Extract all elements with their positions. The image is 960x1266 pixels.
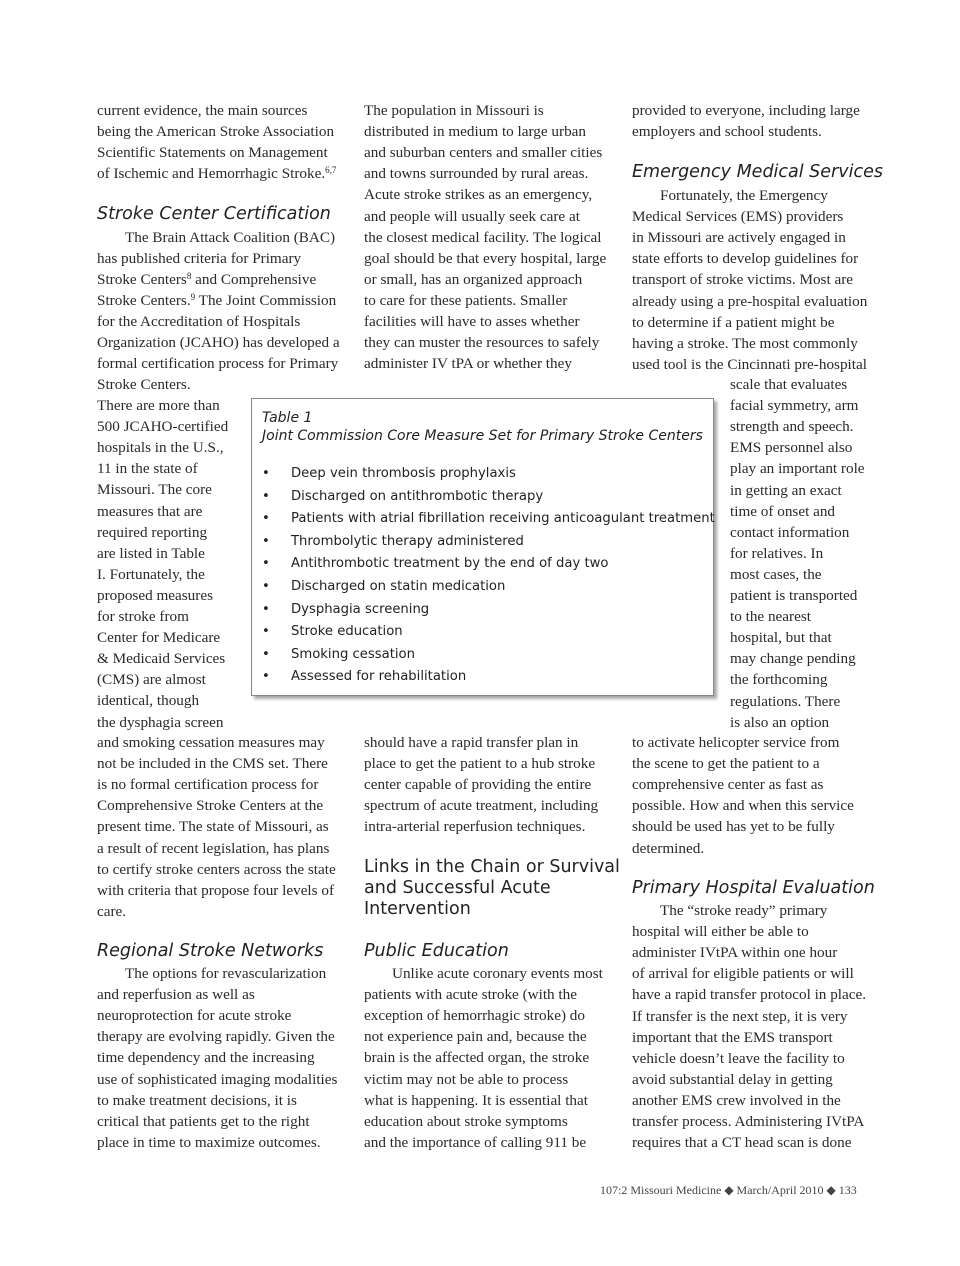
body-line: administer IV tPA or whether they <box>364 355 572 373</box>
body-line: There are more than <box>97 397 220 414</box>
body-line: provided to everyone, including large <box>632 102 860 119</box>
body-line: requires that a CT head scan is done <box>632 1134 852 1152</box>
body-line: hospital, but that <box>730 629 832 647</box>
body-line: administer IVtPA within one hour <box>632 944 838 962</box>
table-item <box>262 578 505 596</box>
body-line: education about stroke symptoms <box>364 1112 568 1130</box>
body-line: Acute stroke strikes as an emergency, <box>364 186 593 204</box>
section-heading-links: Intervention <box>364 899 471 919</box>
body-line: time of onset and <box>730 502 836 520</box>
body-line: goal should be that every hospital, large <box>364 249 607 267</box>
body-line: and smoking cessation measures may <box>97 734 325 751</box>
body-line: they can muster the resources to safely <box>364 334 600 352</box>
table-item <box>262 510 715 528</box>
body-line: The population in Missouri is <box>364 102 544 119</box>
table-item-text: Dysphagia screening <box>291 601 430 617</box>
table-item-text: Deep vein thrombosis prophylaxis <box>291 466 516 481</box>
body-line: in Missouri are actively engaged in <box>632 229 846 247</box>
body-line: The “stroke ready” primary <box>660 902 828 919</box>
body-line: most cases, the <box>730 565 822 583</box>
body-line: is no formal certification process for <box>97 776 319 794</box>
body-line: spectrum of acute treatment, including <box>364 797 599 815</box>
body-line: of arrival for eligible patients or will <box>632 965 854 983</box>
body-line: patient is transported <box>730 587 858 604</box>
citation-superscript: 9 <box>190 292 196 302</box>
body-line: for relatives. In <box>730 544 824 562</box>
table-item-text: Discharged on antithrombotic therapy <box>291 488 544 504</box>
body-line: & Medicaid Services <box>97 650 226 668</box>
body-line: play an important role <box>730 460 865 478</box>
table-title: Joint Commission Core Measure Set for Primary Stroke Centers <box>262 428 703 444</box>
section-heading-links: Links in the Chain or Survival <box>364 857 620 877</box>
body-line: brain is the affected organ, the stroke <box>364 1049 590 1067</box>
body-line: Stroke Centers$^8$ and Comprehensive <box>97 271 317 288</box>
table-label: Table 1 <box>262 410 313 426</box>
table-item-text: Thrombolytic therapy administered <box>291 533 524 549</box>
body-line: may change pending <box>730 650 856 668</box>
body-line: to activate helicopter service from <box>632 734 840 751</box>
body-line: for the Accreditation of Hospitals <box>97 313 301 330</box>
body-line: Scientific Statements on Management <box>97 144 328 161</box>
body-line: important that the EMS transport <box>632 1028 833 1046</box>
body-line: Organization (JCAHO) has developed a <box>97 334 340 351</box>
bullet-icon: • <box>262 488 270 504</box>
table-item <box>262 555 608 573</box>
body-line: and towns surrounded by rural areas. <box>364 165 589 183</box>
body-line: identical, though <box>97 692 200 710</box>
body-line: to the nearest <box>730 608 811 626</box>
body-line: are listed in Table <box>97 544 205 562</box>
body-line: Medical Services (EMS) providers <box>632 208 844 226</box>
body-line: to make treatment decisions, it is <box>97 1091 297 1109</box>
table-item <box>262 533 524 551</box>
body-line: the scene to get the patient to a <box>632 755 820 773</box>
body-line: a result of recent legislation, has plans <box>97 839 330 857</box>
body-line: intra-arterial reperfusion techniques. <box>364 818 586 836</box>
section-heading-links: and Successful Acute <box>364 878 551 898</box>
body-line: distributed in medium to large urban <box>364 123 587 141</box>
table-1-box <box>251 398 714 696</box>
body-line: critical that patients get to the right <box>97 1112 310 1130</box>
table-item-text: Antithrombotic treatment by the end of day two <box>291 556 609 572</box>
body-line: vehicle doesn’t leave the facility to <box>632 1049 845 1067</box>
body-line: should have a rapid transfer plan in <box>364 734 579 751</box>
table-item <box>262 465 516 483</box>
body-line: determined. <box>632 839 705 857</box>
body-line: center capable of providing the entire <box>364 776 592 794</box>
body-line: victim may not be able to process <box>364 1070 569 1088</box>
body-line: Unlike acute coronary events most <box>392 965 603 982</box>
body-line: has published criteria for Primary <box>97 250 302 267</box>
body-line: should be used has yet to be fully <box>632 818 835 836</box>
bullet-icon: • <box>262 556 270 572</box>
section-heading-regional: Regional Stroke Networks <box>97 941 324 961</box>
body-line: 500 JCAHO-certified <box>97 418 229 436</box>
section-heading-stroke-center: Stroke Center Certification <box>97 204 331 224</box>
body-line: Missouri. The core <box>97 481 212 499</box>
page-footer: 107:2 Missouri Medicine ◆ March/April 2010 ◆ 133 <box>600 1183 857 1197</box>
body-line: is also an option <box>730 713 830 731</box>
body-line: what is happening. It is essential that <box>364 1091 588 1109</box>
body-line: the forthcoming <box>730 671 828 689</box>
body-line: care. <box>97 902 127 920</box>
body-line: Center for Medicare <box>97 629 221 647</box>
body-line: transport of stroke victims. Most are <box>632 271 854 289</box>
body-line: already using a pre-hospital evaluation <box>632 292 868 310</box>
body-line: for stroke from <box>97 608 189 625</box>
body-line: contact information <box>730 523 850 541</box>
body-line: scale that evaluates <box>730 376 848 393</box>
body-line: formal certification process for Primary <box>97 355 339 372</box>
body-line: and reperfusion as well as <box>97 986 255 1004</box>
body-line: The options for revascularization <box>125 965 327 982</box>
body-line: regulations. There <box>730 692 841 710</box>
body-line: use of sophisticated imaging modalities <box>97 1070 338 1088</box>
table-item-text: Discharged on statin medication <box>291 579 506 594</box>
body-line: the closest medical facility. The logical <box>364 228 602 246</box>
table-item <box>262 488 543 506</box>
body-line: used tool is the Cincinnati pre-hospital <box>632 355 867 373</box>
body-line: having a stroke. The most commonly <box>632 334 858 352</box>
body-line: strength and speech. <box>730 418 854 436</box>
bullet-icon: • <box>262 579 270 594</box>
body-line: exception of hemorrhagic stroke) do <box>364 1007 585 1025</box>
body-line: (CMS) are almost <box>97 671 206 689</box>
bullet-icon: • <box>262 669 270 685</box>
body-line: another EMS crew involved in the <box>632 1091 841 1109</box>
body-line: to determine if a patient might be <box>632 313 835 331</box>
body-line: present time. The state of Missouri, as <box>97 818 329 836</box>
body-line: not experience pain and, because the <box>364 1028 587 1046</box>
body-line: Stroke Centers. <box>97 376 191 393</box>
body-line: to certify stroke centers across the state <box>97 860 336 878</box>
section-heading-ems: Emergency Medical Services <box>632 162 883 182</box>
body-line: facial symmetry, arm <box>730 397 859 415</box>
body-line: required reporting <box>97 523 208 541</box>
body-line: possible. How and when this service <box>632 797 854 815</box>
table-item <box>262 668 466 686</box>
body-line: patients with acute stroke (with the <box>364 986 577 1004</box>
section-heading-public-education: Public Education <box>364 941 509 961</box>
table-item <box>262 601 429 619</box>
body-line: hospitals in the U.S., <box>97 439 224 457</box>
body-line: The Brain Attack Coalition (BAC) <box>125 229 336 246</box>
bullet-icon: • <box>262 511 270 527</box>
citation-superscript: 8 <box>186 271 192 281</box>
table-item-text: Smoking cessation <box>291 646 415 662</box>
body-line: hospital will either be able to <box>632 923 809 941</box>
table-item <box>262 646 415 664</box>
body-line: measures that are <box>97 502 203 520</box>
body-line: and the importance of calling 911 be <box>364 1133 587 1151</box>
citation-superscript: 6,7 <box>325 165 337 175</box>
bullet-icon: • <box>262 533 270 549</box>
body-line: EMS personnel also <box>730 439 853 457</box>
body-line: place to get the patient to a hub stroke <box>364 755 596 773</box>
body-line: current evidence, the main sources <box>97 102 308 119</box>
body-line: proposed measures <box>97 586 213 604</box>
table-item-text: Patients with atrial fibrillation receiving anticoagulant treatment <box>291 511 715 527</box>
body-line: and suburban centers and smaller cities <box>364 144 603 162</box>
bullet-icon: • <box>262 646 270 662</box>
table-item-text: Assessed for rehabilitation <box>291 669 467 685</box>
body-line: neuroprotection for acute stroke <box>97 1007 292 1025</box>
body-line: being the American Stroke Association <box>97 123 335 140</box>
body-line: 11 in the state of <box>97 460 198 478</box>
bullet-icon: • <box>262 624 270 640</box>
body-line: with criteria that propose four levels of <box>97 881 335 899</box>
body-line: in getting an exact <box>730 481 842 499</box>
body-line: not be included in the CMS set. There <box>97 755 328 773</box>
body-line: Fortunately, the Emergency <box>660 187 828 204</box>
body-line: place in time to maximize outcomes. <box>97 1133 321 1151</box>
section-heading-primary-hospital: Primary Hospital Evaluation <box>632 878 875 898</box>
body-line: Stroke Centers.$^9$ The Joint Commission <box>97 292 337 309</box>
body-line: have a rapid transfer protocol in place. <box>632 986 867 1004</box>
body-line: to care for these patients. Smaller <box>364 291 568 309</box>
body-line: comprehensive center as fast as <box>632 776 824 794</box>
body-line: of Ischemic and Hemorrhagic Stroke.$^{6,7}$ <box>97 165 337 182</box>
body-line: Comprehensive Stroke Centers at the <box>97 797 324 815</box>
body-line: If transfer is the next step, it is very <box>632 1007 848 1025</box>
body-line: the dysphagia screen <box>97 713 224 731</box>
table-item <box>262 623 403 641</box>
body-line: and people will usually seek care at <box>364 207 580 225</box>
bullet-icon: • <box>262 466 270 481</box>
body-line: I. Fortunately, the <box>97 565 205 583</box>
body-line: transfer process. Administering IVtPA <box>632 1113 865 1130</box>
body-line: employers and school students. <box>632 123 822 140</box>
body-line: avoid substantial delay in getting <box>632 1070 833 1088</box>
body-line: state efforts to develop guidelines for <box>632 250 859 268</box>
body-line: therapy are evolving rapidly. Given the <box>97 1028 335 1046</box>
body-line: facilities will have to asses whether <box>364 313 580 330</box>
body-line: time dependency and the increasing <box>97 1049 315 1067</box>
table-item-text: Stroke education <box>291 624 403 640</box>
body-line: or small, has an organized approach <box>364 270 583 288</box>
bullet-icon: • <box>262 601 270 617</box>
